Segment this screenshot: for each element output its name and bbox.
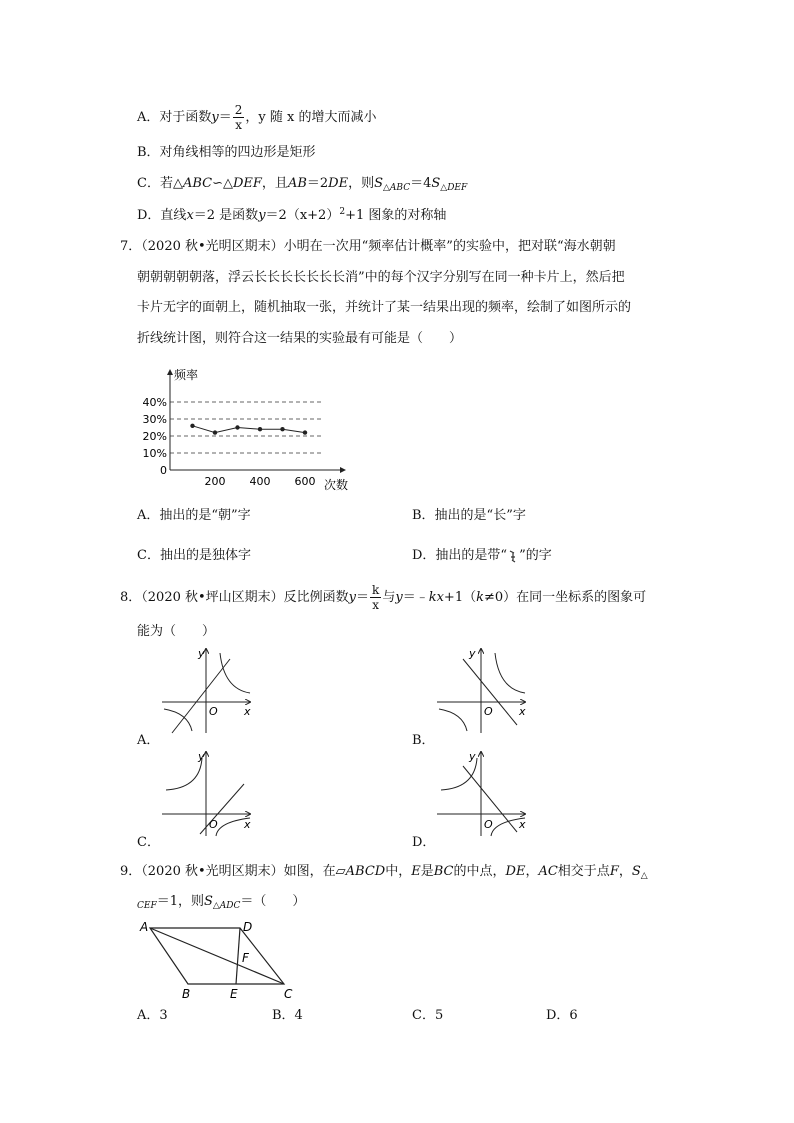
x-tick-label: 600 bbox=[294, 475, 316, 488]
q7-option-c: C．抽出的是独体字 bbox=[137, 548, 251, 563]
data-point bbox=[303, 430, 307, 434]
q9-mid1: 中， bbox=[385, 864, 412, 879]
q6-c-ab: AB bbox=[287, 176, 307, 191]
q7-d-suffix: ”的字 bbox=[519, 548, 552, 563]
data-point bbox=[213, 430, 217, 434]
q9-s: S bbox=[631, 864, 641, 879]
q9-option-b: B．4 bbox=[272, 1008, 303, 1023]
y-axis-title: 频率 bbox=[174, 368, 199, 382]
x-axis-label: x bbox=[519, 705, 526, 718]
q9-mid5: ， bbox=[618, 864, 632, 879]
q9-sub-adc: △ADC bbox=[212, 901, 241, 911]
q8-num: k bbox=[372, 583, 380, 597]
y-tick-label: 0 bbox=[160, 464, 167, 477]
q6-d-y: y bbox=[258, 208, 266, 223]
y-axis-label: y bbox=[198, 750, 205, 763]
q6-c-eq2: ＝2 bbox=[306, 176, 329, 191]
q7-option-b: B．抽出的是“长”字 bbox=[412, 508, 526, 523]
q8-kx: kx bbox=[428, 590, 444, 605]
q6-a-y: y bbox=[211, 110, 219, 125]
q8-neq: ≠0）在同一坐标系的图象可 bbox=[483, 590, 647, 605]
point-a-label: A bbox=[140, 920, 149, 934]
q9-bc: BC bbox=[433, 864, 454, 879]
q9-mid2: 是 bbox=[420, 864, 434, 879]
q6-option-b: B．对角线相等的四边形是矩形 bbox=[137, 145, 316, 160]
q9-option-d: D．6 bbox=[546, 1008, 578, 1023]
q6-d-suffix: +1 图象的对称轴 bbox=[345, 208, 447, 223]
point-f-label: F bbox=[242, 951, 249, 965]
q6-c-s2: S bbox=[431, 176, 441, 191]
q8-graph-b bbox=[433, 645, 533, 735]
q8-graph-a bbox=[158, 645, 258, 735]
q6-a-fraction bbox=[233, 104, 245, 131]
q9-de: DE bbox=[505, 864, 526, 879]
q6-c-abc: ABC bbox=[182, 176, 213, 191]
q9-comma: ， bbox=[525, 864, 539, 879]
hyperbola-branch-q1 bbox=[495, 653, 525, 693]
q7-line-3: 卡片无字的面朝上，随机抽取一张，并统计了某一结果出现的频率，绘制了如图所示的 bbox=[137, 300, 632, 315]
origin-label: O bbox=[209, 818, 218, 831]
origin-label: O bbox=[484, 818, 493, 831]
radical-glyph-icon bbox=[507, 549, 519, 563]
q6-c-sub1: △ABC bbox=[383, 183, 411, 193]
point-c-label: C bbox=[284, 987, 293, 1001]
q6-option-c bbox=[137, 176, 467, 194]
q8-mid: 与 bbox=[382, 590, 396, 605]
q8-eq1: ＝ bbox=[356, 590, 370, 605]
q6-c-prefix: C．若△ bbox=[137, 176, 183, 191]
q8-y2: y bbox=[395, 590, 403, 605]
q6-c-de: DE bbox=[328, 176, 349, 191]
q6-d-x: x bbox=[186, 208, 194, 223]
q7-line-4: 折线统计图，则符合这一结果的实验最有可能是（ ） bbox=[137, 331, 463, 346]
q6-d-mid2: ＝2（x+2） bbox=[265, 208, 340, 223]
q9-parallelogram-figure bbox=[138, 918, 308, 1004]
q6-a-num: 2 bbox=[234, 103, 243, 117]
q9-e: E bbox=[411, 864, 421, 879]
hyperbola-branch-q2 bbox=[166, 758, 202, 790]
line-graph bbox=[172, 659, 230, 733]
q6-a-prefix: A．对于函数 bbox=[137, 110, 212, 125]
diagonal-ac bbox=[150, 928, 284, 984]
q8-fraction bbox=[370, 584, 381, 611]
point-b-label: B bbox=[182, 987, 191, 1001]
q6-d-prefix: D．直线 bbox=[137, 208, 187, 223]
q9-tri: △ bbox=[640, 871, 648, 881]
q9-line2-eq: ＝1，则 bbox=[156, 894, 204, 909]
y-tick-label: 40% bbox=[142, 396, 167, 409]
origin-label: O bbox=[209, 705, 218, 718]
q8-eq2: ＝﹣ bbox=[402, 590, 429, 605]
q6-c-sim: ∽△ bbox=[212, 176, 233, 191]
q8-k: k bbox=[476, 590, 484, 605]
q9-line2-s: S bbox=[203, 894, 213, 909]
q7-line-1: 7．（2020 秋•光明区期末）小明在一次用“频率估计概率”的实验中，把对联“海水朝朝 bbox=[120, 239, 616, 254]
q9-line-1 bbox=[120, 864, 648, 882]
q6-c-eq4: ＝4 bbox=[410, 176, 432, 191]
q9-f: F bbox=[609, 864, 619, 879]
q8-option-c-label: C． bbox=[137, 835, 160, 850]
q8-line-1 bbox=[120, 584, 646, 611]
q9-abcd: ABCD bbox=[345, 864, 386, 879]
q6-c-def: DEF bbox=[232, 176, 262, 191]
data-point bbox=[258, 427, 262, 431]
y-axis-label: y bbox=[469, 750, 476, 763]
q6-option-d bbox=[137, 207, 446, 224]
y-axis-label: y bbox=[198, 647, 205, 660]
q6-c-sub2: △DEF bbox=[440, 183, 468, 193]
x-axis-label: x bbox=[519, 818, 526, 831]
q9-option-c: C．5 bbox=[412, 1008, 444, 1023]
q6-c-then: ，则 bbox=[348, 176, 375, 191]
q9-sub-cef: CEF bbox=[137, 901, 157, 911]
q7-option-d bbox=[412, 548, 552, 564]
segment-de bbox=[236, 928, 240, 984]
q8-line-2: 能为（ ） bbox=[137, 624, 216, 639]
q7-option-a: A．抽出的是“朝”字 bbox=[137, 508, 251, 523]
q9-mid3: 的中点， bbox=[453, 864, 506, 879]
x-tick-label: 200 bbox=[204, 475, 226, 488]
x-axis-label: x bbox=[244, 818, 251, 831]
q8-prefix: 8．（2020 秋•坪山区期末）反比例函数 bbox=[120, 590, 349, 605]
q6-a-suffix: ，y 随 x 的增大而减小 bbox=[245, 110, 377, 125]
q8-y1: y bbox=[348, 590, 357, 605]
y-tick-label: 10% bbox=[142, 447, 167, 460]
q6-d-mid1: ＝2 是函数 bbox=[193, 208, 259, 223]
q8-den: x bbox=[372, 598, 380, 612]
data-point bbox=[190, 424, 194, 428]
q8-option-a-label: A． bbox=[137, 733, 160, 748]
x-axis-label: x bbox=[244, 705, 251, 718]
x-tick-label: 400 bbox=[249, 475, 271, 488]
q8-option-b-label: B． bbox=[412, 733, 435, 748]
q9-prefix: 9．（2020 秋•光明区期末）如图，在▱ bbox=[120, 864, 346, 879]
y-axis-label: y bbox=[469, 647, 476, 660]
x-axis-title: 次数 bbox=[324, 478, 349, 492]
hyperbola-branch-q1 bbox=[220, 653, 250, 693]
q6-a-den: x bbox=[235, 118, 242, 132]
q8-option-d-label: D． bbox=[412, 835, 436, 850]
q9-option-a: A．3 bbox=[137, 1008, 168, 1023]
y-tick-label: 20% bbox=[142, 430, 167, 443]
q6-c-s1: S bbox=[374, 176, 384, 191]
q8-plus: +1（ bbox=[443, 590, 477, 605]
q6-a-eq: ＝ bbox=[218, 110, 232, 125]
q6-c-mid: ，且 bbox=[261, 176, 288, 191]
q9-ac: AC bbox=[538, 864, 558, 879]
point-d-label: D bbox=[243, 920, 253, 934]
q6-option-a bbox=[137, 104, 376, 131]
q8-graph-c bbox=[158, 748, 258, 838]
point-e-label: E bbox=[230, 987, 238, 1001]
data-point bbox=[235, 425, 239, 429]
q7-line-2: 朝朝朝朝朝落，浮云长长长长长长长消”中的每个汉字分别写在同一种卡片上，然后把 bbox=[137, 270, 625, 285]
hyperbola-branch-q3 bbox=[439, 709, 467, 731]
y-tick-label: 30% bbox=[142, 413, 167, 426]
q7-d-prefix: D．抽出的是带“ bbox=[412, 548, 508, 563]
q6-d-sup: 2 bbox=[339, 207, 346, 217]
q9-line-2 bbox=[137, 894, 305, 912]
q9-line2-end: ＝（ ） bbox=[240, 894, 306, 909]
q9-mid4: 相交于点 bbox=[557, 864, 610, 879]
series-line bbox=[193, 426, 306, 433]
frequency-line-chart bbox=[140, 364, 360, 494]
data-point bbox=[280, 427, 284, 431]
origin-label: O bbox=[484, 705, 493, 718]
q8-graph-d bbox=[433, 748, 533, 838]
